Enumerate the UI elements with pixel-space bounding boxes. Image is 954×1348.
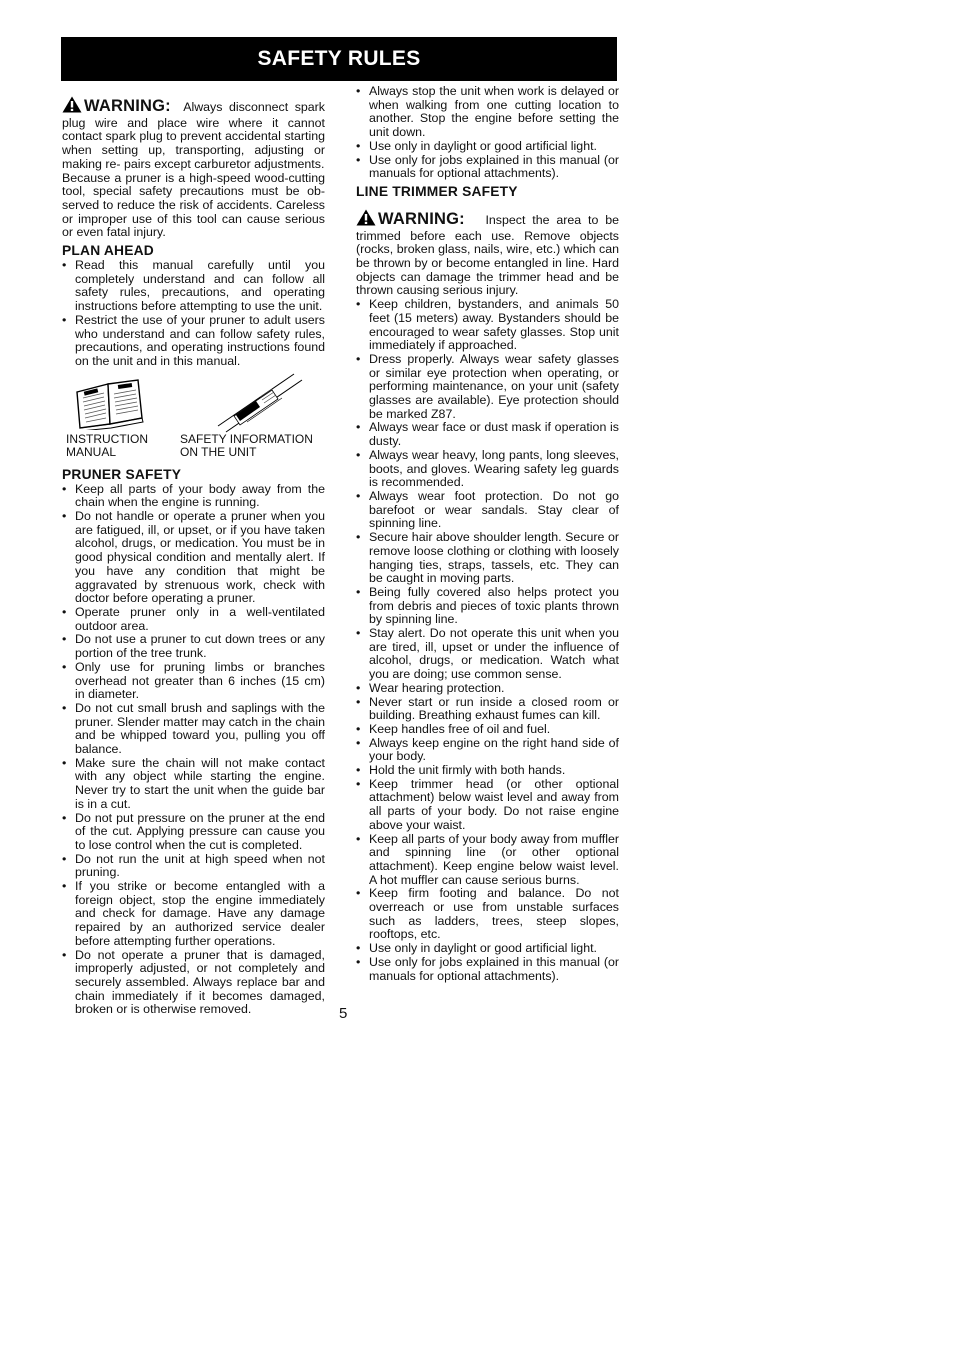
list-item: • Dress properly. Always wear safety glasses or similar eye protection when operating, or performing maintenance, on your unit (safety glasses are available). Eye protection should be marked Z87. bbox=[356, 353, 619, 422]
list-item: • Use only for jobs explained in this manual (or manuals for optional attachments). bbox=[356, 154, 619, 181]
list-item: • If you strike or become entangled with a foreign object, stop the engine immediately and check for damage. Have any damage repaired by an authorized service dealer before attempting further operations. bbox=[62, 880, 325, 949]
list-item: • Do not run the unit at high speed when not pruning. bbox=[62, 853, 325, 880]
list-item: • Do not cut small brush and saplings with the pruner. Slender matter may catch in the chain and be whipped toward you, pulling you off balance. bbox=[62, 702, 325, 757]
page-number: 5 bbox=[339, 1005, 348, 1022]
warning-text: Always disconnect spark plug wire and place wire where it cannot contact spark plug to prevent accidental starting when setting up, transporting, adjusting or making re- pairs except carburetor adjustments. bbox=[62, 100, 325, 171]
list-item: • Never start or run inside a closed room or building. Breathing exhaust fumes can kill. bbox=[356, 696, 619, 723]
list-item: • Always keep engine on the right hand side of your body. bbox=[356, 737, 619, 764]
list-item: • Always wear foot protection. Do not go barefoot or wear sandals. Stay clear of spinning line. bbox=[356, 490, 619, 531]
safety-information-caption: SAFETY INFORMATION ON THE UNIT bbox=[180, 431, 313, 460]
list-item: • Operate pruner only in a well-ventilated outdoor area. bbox=[62, 606, 325, 633]
list-item: • Do not operate a pruner that is damaged, improperly adjusted, or not completely and securely assembled. Always replace bar and chain immediately if it becomes damaged, broken or is otherwise removed. bbox=[62, 949, 325, 1018]
list-item: • Keep all parts of your body away from the chain when the engine is running. bbox=[62, 483, 325, 510]
list-item: • Wear hearing protection. bbox=[356, 682, 619, 696]
instruction-manual-caption: INSTRUCTION MANUAL bbox=[66, 431, 148, 460]
safety-images bbox=[62, 372, 325, 464]
plan-ahead-heading: PLAN AHEAD bbox=[62, 243, 154, 259]
intro-paragraph: Because a pruner is a high-speed wood-cutting tool, special safety precautions must be ob- served to reduce the risk of accidents. Careless or improper use of this tool can cause serious or even fatal injury. bbox=[62, 170, 325, 240]
line-trimmer-list bbox=[356, 298, 619, 983]
list-item: • Keep firm footing and balance. Do not overreach or use from unstable surfaces such as ladders, trees, steep slopes, rooftops, etc. bbox=[356, 887, 619, 942]
list-item: • Keep handles free of oil and fuel. bbox=[356, 723, 619, 737]
list-item: • Always wear heavy, long pants, long sleeves, boots, and gloves. Wearing safety leg guards is recommended. bbox=[356, 449, 619, 490]
pruner-safety-heading: PRUNER SAFETY bbox=[62, 466, 182, 482]
list-item: • Read this manual carefully until you completely understand and can follow all safety rules, precautions, and operating instructions before attempting to use the unit. bbox=[62, 259, 325, 314]
line-trimmer-safety-heading: LINE TRIMMER SAFETY bbox=[356, 183, 518, 199]
pruner-safety-list bbox=[62, 483, 325, 1017]
list-item: • Secure hair above shoulder length. Secure or remove loose clothing or clothing with loosely hanging ties, straps, tassels, etc. They can be caught in moving parts. bbox=[356, 531, 619, 586]
list-item: • Always wear face or dust mask if operation is dusty. bbox=[356, 421, 619, 448]
right-column bbox=[356, 85, 619, 983]
list-item: • Restrict the use of your pruner to adult users who understand and can follow safety rules, precautions, and operating instructions found on the unit and in this manual. bbox=[62, 314, 325, 369]
list-item: • Make sure the chain will not make contact with any object while starting the engine. Never try to start the unit when the guide bar is in a cut. bbox=[62, 757, 325, 812]
list-item: • Keep children, bystanders, and animals 50 feet (15 meters) away. Bystanders should be encouraged to wear safety glasses. Stop unit immediately if approached. bbox=[356, 298, 619, 353]
warning-triangle-icon bbox=[62, 96, 82, 117]
left-column bbox=[62, 96, 325, 1017]
warning-label: WARNING: bbox=[378, 209, 465, 228]
warning-triangle-icon bbox=[356, 209, 376, 230]
list-item: • Keep all parts of your body away from muffler and spinning line (or other optional attachment). Keep engine below waist level. A hot muffler can cause serious burns. bbox=[356, 833, 619, 888]
warning-text: Inspect the area to be trimmed before each use. Remove objects (rocks, broken glass, nails, wire, etc.) which can be thrown by or become entangled in line. Hard objects can damage the trimmer head and be thrown causing serious injury. bbox=[356, 212, 620, 298]
list-item: • Use only in daylight or good artificial light. bbox=[356, 140, 619, 154]
warning-paragraph bbox=[62, 96, 325, 172]
list-item: • Use only in daylight or good artificial light. bbox=[356, 942, 619, 956]
list-item: • Hold the unit firmly with both hands. bbox=[356, 764, 619, 778]
instruction-manual-icon bbox=[74, 378, 144, 434]
list-item: • Always stop the unit when work is delayed or when walking from one cutting location to another. Stop the engine before setting the unit down. bbox=[356, 85, 619, 140]
trimmer-warning-paragraph bbox=[356, 209, 619, 298]
safety-decal-icon bbox=[212, 372, 307, 438]
plan-ahead-list bbox=[62, 259, 325, 369]
list-item: • Stay alert. Do not operate this unit when you are tired, ill, upset or under the influence of alcohol, drugs, or medication. Watch what you are doing; use common sense. bbox=[356, 627, 619, 682]
list-item: • Keep trimmer head (or other optional attachment) below waist level and away from all parts of your body. Do not raise engine above your waist. bbox=[356, 778, 619, 833]
warning-label: WARNING: bbox=[84, 97, 171, 115]
list-item: • Only use for pruning limbs or branches overhead not greater than 6 inches (15 cm) in diameter. bbox=[62, 661, 325, 702]
title-bar bbox=[61, 37, 617, 81]
list-item: • Use only for jobs explained in this manual (or manuals for optional attachments). bbox=[356, 956, 619, 983]
list-item: • Do not use a pruner to cut down trees or any portion of the tree trunk. bbox=[62, 633, 325, 660]
general-list bbox=[356, 85, 619, 181]
list-item: • Do not handle or operate a pruner when you are fatigued, ill, or upset, or if you have taken alcohol, drugs, or medication. You must be in good physical condition and mentally alert. If you have any condition that might be aggravated by strenuous work, check with doctor before operating a pruner. bbox=[62, 510, 325, 606]
list-item: • Being fully covered also helps protect you from debris and pieces of toxic plants thrown by spinning line. bbox=[356, 586, 619, 627]
page-title: SAFETY RULES bbox=[257, 47, 421, 70]
list-item: • Do not put pressure on the pruner at the end of the cut. Applying pressure can cause you to lose control when the cut is completed. bbox=[62, 812, 325, 853]
